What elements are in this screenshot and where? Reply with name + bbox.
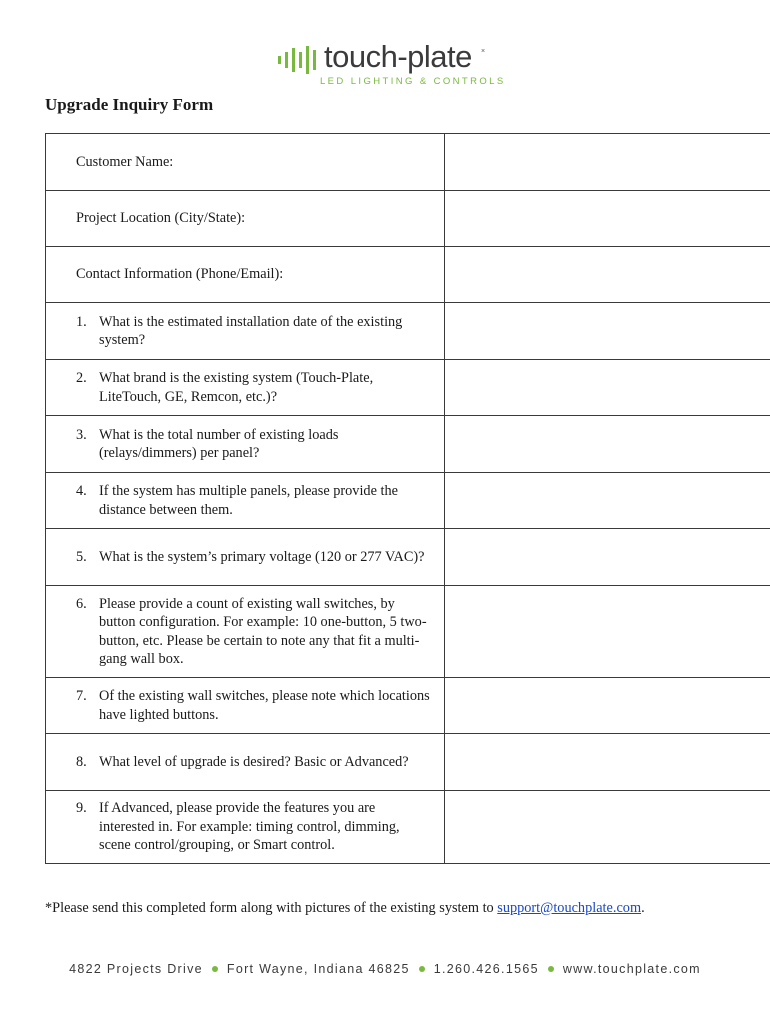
logo-wordmark: touch-plate — [324, 39, 472, 74]
question-number: 1. — [76, 313, 87, 330]
table-row — [46, 678, 770, 734]
answer-field-6[interactable] — [445, 622, 770, 642]
website[interactable]: www.touchplate.com — [562, 962, 701, 976]
table-row — [46, 134, 770, 191]
phone-number: 1.260.426.1565 — [433, 962, 539, 976]
question-number: 9. — [76, 800, 87, 817]
table-row — [46, 791, 770, 864]
answer-cell[interactable] — [445, 473, 770, 529]
logo-bars-icon — [278, 46, 322, 74]
question-cell — [46, 678, 445, 734]
logo-trademark: × — [481, 48, 486, 55]
question-cell — [46, 791, 445, 864]
question-cell — [46, 247, 445, 303]
answer-field-1[interactable] — [445, 321, 770, 341]
touch-plate-logo — [278, 39, 506, 92]
question-cell — [46, 360, 445, 416]
footnote-text: *Please send this completed form along with pictures of the existing system to — [45, 900, 498, 916]
question-cell — [46, 586, 445, 678]
question-number: 3. — [76, 426, 87, 443]
question-cell — [46, 529, 445, 586]
answer-field-3[interactable] — [445, 434, 770, 454]
bullet-dot-icon — [548, 966, 554, 972]
logo-tagline: LED LIGHTING & CONTROLS — [320, 76, 506, 87]
answer-cell[interactable] — [445, 247, 770, 303]
question-number: 7. — [76, 688, 87, 704]
question-number: 2. — [76, 370, 87, 386]
table-row — [46, 303, 770, 360]
question-text: If Advanced, please provide the features you are interested in. For example: timing control, dimming, scene control/grouping, or Smart control. — [99, 800, 400, 854]
question-text: What is the system’s primary voltage (120 or 277 VAC)? — [99, 548, 425, 565]
contact-info-field[interactable] — [445, 265, 770, 285]
question-text: What level of upgrade is desired? Basic or Advanced? — [99, 753, 409, 770]
city-state-zip: Fort Wayne, Indiana 46825 — [226, 962, 410, 976]
answer-cell[interactable] — [445, 678, 770, 734]
answer-cell[interactable] — [445, 734, 770, 791]
question-cell — [46, 134, 445, 191]
answer-field-5[interactable] — [445, 547, 770, 567]
footnote-period: . — [641, 900, 645, 916]
question-number: 5. — [76, 548, 87, 565]
question-cell — [46, 303, 445, 360]
question-cell — [46, 734, 445, 791]
table-row — [46, 416, 770, 473]
question-text: What brand is the existing system (Touch-Plate, LiteTouch, GE, Remcon, etc.)? — [99, 370, 374, 405]
answer-cell[interactable] — [445, 360, 770, 416]
answer-cell[interactable] — [445, 191, 770, 247]
question-text: Please provide a count of existing wall switches, by button configuration. For example: 10 one-button, 5 two-button, etc. Please be certain to note any that fit a multi-gang wall box. — [99, 595, 427, 667]
answer-cell[interactable] — [445, 134, 770, 191]
question-label: Contact Information (Phone/Email): — [76, 266, 284, 283]
answer-field-8[interactable] — [445, 752, 770, 772]
answer-cell[interactable] — [445, 303, 770, 360]
bullet-dot-icon — [419, 966, 425, 972]
bullet-dot-icon — [212, 966, 218, 972]
question-text: What is the estimated installation date of the existing system? — [99, 313, 403, 348]
table-row — [46, 360, 770, 416]
table-row — [46, 473, 770, 529]
table-row — [46, 586, 770, 678]
answer-cell[interactable] — [445, 416, 770, 473]
question-number: 4. — [76, 483, 87, 499]
answer-field-2[interactable] — [445, 378, 770, 398]
question-text: Of the existing wall switches, please note which locations have lighted buttons. — [99, 688, 430, 723]
table-row — [46, 191, 770, 247]
form-title: Upgrade Inquiry Form — [45, 95, 214, 114]
answer-field-4[interactable] — [445, 491, 770, 511]
street-address: 4822 Projects Drive — [69, 962, 203, 976]
question-cell — [46, 416, 445, 473]
table-row — [46, 529, 770, 586]
customer-name-field[interactable] — [445, 152, 770, 172]
table-row — [46, 247, 770, 303]
support-email-link[interactable]: support@touchplate.com — [497, 900, 642, 916]
question-label: Customer Name: — [76, 153, 174, 170]
answer-cell[interactable] — [445, 529, 770, 586]
question-cell — [46, 191, 445, 247]
answer-cell[interactable] — [445, 791, 770, 864]
answer-field-9[interactable] — [445, 817, 770, 837]
question-number: 6. — [76, 595, 87, 612]
answer-cell[interactable] — [445, 586, 770, 678]
address-line — [0, 962, 770, 976]
footnote — [45, 900, 645, 917]
inquiry-table — [45, 133, 770, 864]
project-location-field[interactable] — [445, 209, 770, 229]
table-row — [46, 734, 770, 791]
question-text: What is the total number of existing loads (relays/dimmers) per panel? — [99, 426, 339, 461]
answer-field-7[interactable] — [445, 696, 770, 716]
question-text: If the system has multiple panels, please provide the distance between them. — [99, 483, 398, 518]
question-cell — [46, 473, 445, 529]
question-number: 8. — [76, 753, 87, 770]
question-label: Project Location (City/State): — [76, 210, 246, 227]
